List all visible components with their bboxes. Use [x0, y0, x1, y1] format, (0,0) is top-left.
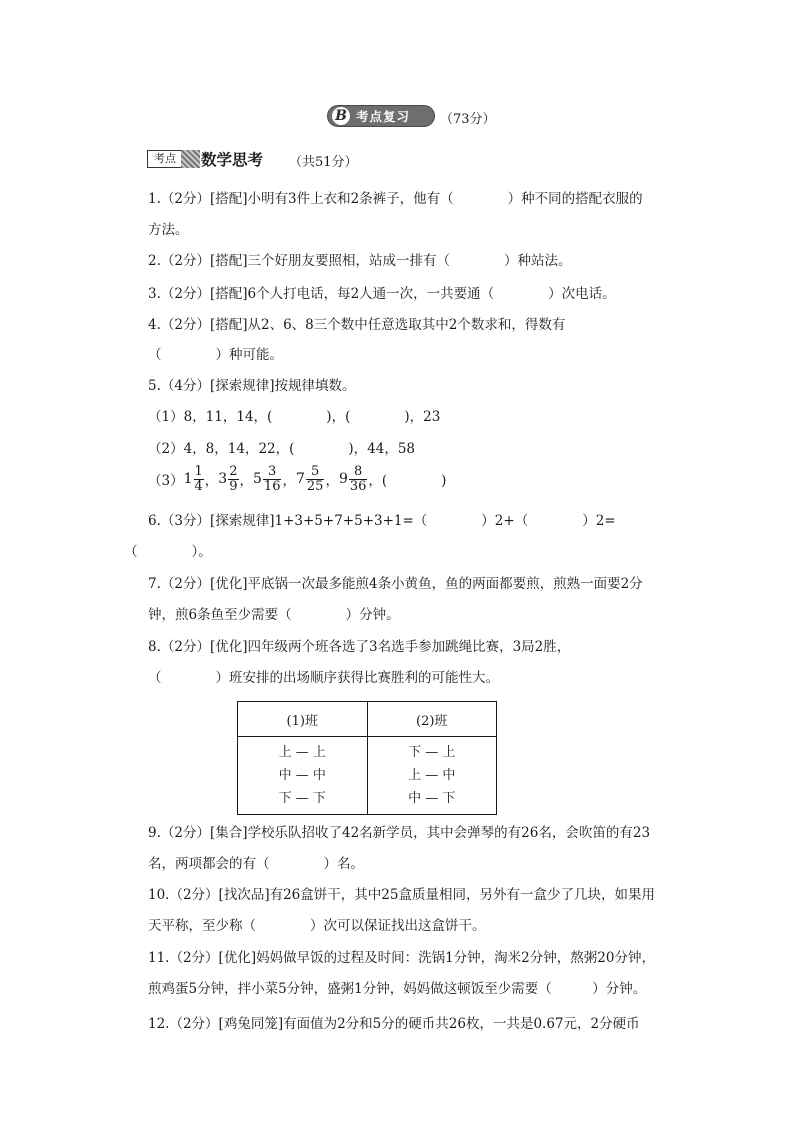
- fraction-2-numerator: 2: [229, 463, 238, 479]
- fraction-2: [228, 465, 238, 494]
- kaodian-subtitle: （共51分）: [289, 155, 358, 170]
- question-1-line-2: 方法。: [148, 222, 189, 238]
- question-8-line-2: （ ）班安排的出场顺序获得比赛胜利的可能性大。: [148, 670, 499, 686]
- question-9-line-2: 名，两项都会的有（ ）名。: [148, 856, 364, 872]
- question-6-line-1: 6.（3分）[探索规律]1+3+5+7+5+3+1=（ ）2+（ ）2=: [148, 513, 616, 529]
- matchup-1-1: 上 — 上: [278, 745, 326, 760]
- fraction-3-denominator: 16: [263, 478, 281, 494]
- fraction-1: [194, 465, 204, 494]
- question-9-line-1: 9.（2分）[集合]学校乐队招收了42名新学员，其中会弹琴的有26名，会吹笛的有23: [148, 825, 651, 841]
- fraction-4-denominator: 25: [306, 478, 324, 494]
- fraction-4-numerator: 5: [306, 465, 325, 480]
- fraction-4-whole: 7: [295, 471, 305, 487]
- question-12-line-1: 12.（2分）[鸡兔同笼]有面值为2分和5分的硬币共26枚，一共是0.67元，2分硬币: [148, 1016, 640, 1032]
- table-cell-class-1: [238, 737, 368, 815]
- table-header-row: [238, 702, 497, 737]
- matchup-1-3: 下 — 下: [278, 791, 326, 806]
- table-row: [238, 737, 497, 815]
- matchup-2-2: 上 — 中: [408, 768, 456, 783]
- fraction-4: [306, 465, 325, 494]
- separator: ，: [204, 473, 219, 489]
- question-11-line-1: 11.（2分）[优化]妈妈做早饭的过程及时间：洗锅1分钟，淘米2分钟，熬粥20分钟，: [148, 950, 655, 966]
- kaodian-label: 考点: [147, 150, 183, 168]
- question-4-line-1: 4.（2分）[搭配]从2、6、8三个数中任意选取其中2个数求和，得数有: [148, 317, 566, 333]
- question-5-sub-3-prefix: （3）: [148, 473, 184, 489]
- separator: ，: [282, 473, 296, 489]
- question-5-line-1: 5.（4分）[探索规律]按规律填数。: [148, 378, 356, 394]
- fraction-3-numerator: 3: [263, 465, 282, 480]
- fraction-5-numerator: 8: [349, 465, 368, 480]
- question-10-line-1: 10.（2分）[找次品]有26盒饼干，其中25盒质量相同，另外有一盒少了几块，如果用: [148, 887, 655, 903]
- fraction-2-whole: 3: [218, 471, 228, 487]
- matchup-2-3: 中 — 下: [408, 791, 456, 806]
- question-4-line-2: （ ）种可能。: [148, 347, 283, 363]
- fraction-3-whole: 5: [253, 471, 262, 487]
- fraction-5-whole: 9: [338, 471, 348, 487]
- matchup-2-1: 下 — 上: [408, 745, 456, 760]
- fraction-1-whole: 1: [183, 471, 193, 487]
- question-6-line-2: （ ）。: [124, 544, 212, 560]
- question-10-line-2: 天平称，至少称（ ）次可以保证找出这盒饼干。: [148, 918, 486, 934]
- matchup-1-2: 中 — 中: [278, 768, 326, 783]
- matchup-table: [237, 701, 497, 815]
- fraction-1-numerator: 1: [194, 463, 203, 479]
- question-3: 3.（2分）[搭配]6个人打电话，每2人通一次，一共要通（ ）次电话。: [148, 286, 616, 302]
- question-8-line-1: 8.（2分）[优化]四年级两个班各选了3名选手参加跳绳比赛，3局2胜，: [148, 639, 571, 655]
- question-5-sub-3-suffix: ，( ): [368, 473, 447, 489]
- section-score: （73分）: [440, 112, 496, 127]
- table-cell-class-2: [367, 737, 497, 815]
- fraction-2-denominator: 9: [229, 478, 238, 494]
- section-badge: [327, 105, 435, 127]
- separator: ，: [239, 473, 253, 489]
- question-5-sub-1: （1）8，11，14，( )，( )，23: [148, 409, 441, 425]
- question-1-line-1: 1.（2分）[搭配]小明有3件上衣和2条裤子，他有（ ）种不同的搭配衣服的: [148, 191, 643, 207]
- badge-letter: B: [332, 107, 350, 125]
- fraction-3: [263, 465, 282, 494]
- question-11-line-2: 煎鸡蛋5分钟，拌小菜5分钟，盛粥1分钟，妈妈做这顿饭至少需要（ ）分钟。: [148, 981, 647, 997]
- question-7-line-2: 钟，煎6条鱼至少需要（ ）分钟。: [148, 607, 400, 623]
- separator: ，: [325, 473, 339, 489]
- kaodian-title: 数学思考: [201, 151, 264, 169]
- fraction-1-denominator: 4: [194, 478, 203, 494]
- badge-title: 考点复习: [356, 109, 411, 124]
- fraction-5-denominator: 36: [349, 478, 367, 494]
- question-2: 2.（2分）[搭配]三个好朋友要照相，站成一排有（ ）种站法。: [148, 253, 572, 269]
- question-5-sub-3: [148, 461, 446, 497]
- fraction-5: [349, 465, 368, 494]
- question-5-sub-2: （2）4，8，14，22，( )，44，58: [148, 441, 416, 457]
- question-7-line-1: 7.（2分）[优化]平底锅一次最多能煎4条小黄鱼，鱼的两面都要煎，煎熟一面要2分: [148, 576, 643, 592]
- table-header-class-1: (1)班: [238, 702, 368, 737]
- kaodian-stripe-decoration: [181, 150, 200, 168]
- table-header-class-2: (2)班: [367, 702, 497, 737]
